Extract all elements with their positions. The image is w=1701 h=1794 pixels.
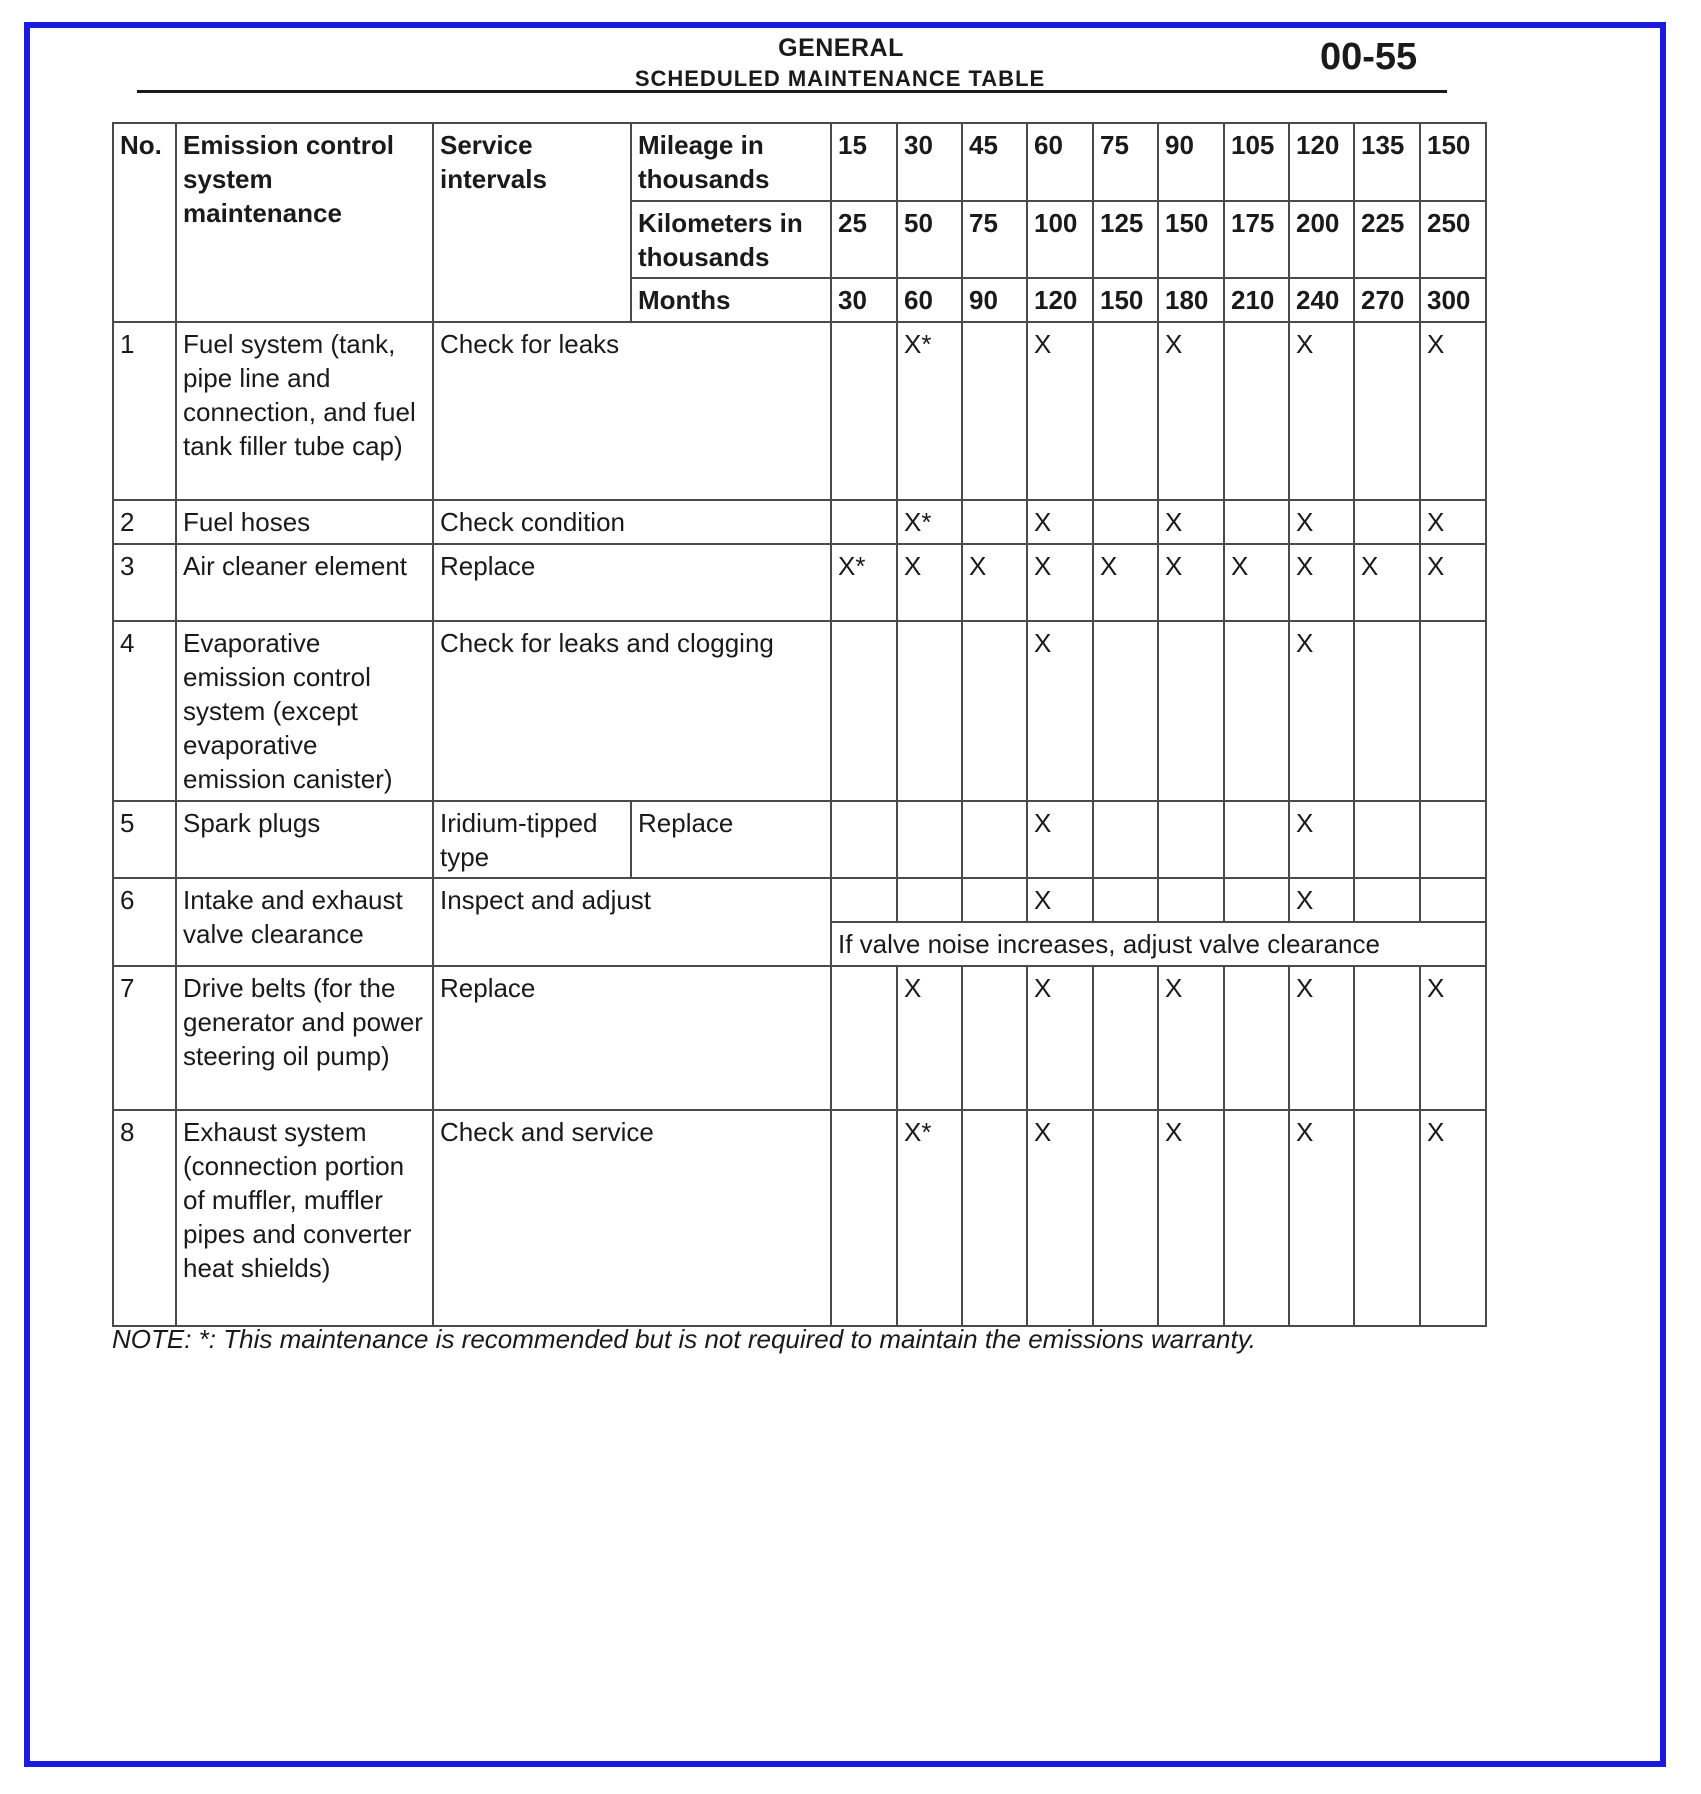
- header-months-label: Months: [631, 278, 831, 322]
- row-item: Air cleaner element: [176, 544, 433, 621]
- interval-mark: [1158, 878, 1224, 922]
- interval-mark: X: [1289, 966, 1354, 1110]
- table-row: [113, 966, 1486, 1110]
- interval-mark: X: [1093, 544, 1158, 621]
- interval-mark: X: [1289, 322, 1354, 500]
- header-kilometers-value: 200: [1289, 201, 1354, 278]
- row-service: Replace: [433, 966, 831, 1110]
- interval-mark: [897, 801, 962, 878]
- table-row: [113, 621, 1486, 801]
- row-item: Evaporative emission control system (except evaporative emission canister): [176, 621, 433, 801]
- row-number: 2: [113, 500, 176, 544]
- row-service: Check condition: [433, 500, 831, 544]
- header-no: No.: [113, 123, 176, 322]
- header-months-value: 210: [1224, 278, 1289, 322]
- interval-mark: [962, 966, 1027, 1110]
- interval-mark: [897, 878, 962, 922]
- interval-mark: [962, 322, 1027, 500]
- interval-mark: X: [1420, 544, 1486, 621]
- interval-mark: [1158, 801, 1224, 878]
- interval-mark: [1093, 1110, 1158, 1326]
- header-months-value: 270: [1354, 278, 1420, 322]
- interval-mark: [1093, 801, 1158, 878]
- row-number: 5: [113, 801, 176, 878]
- header-months-value: 90: [962, 278, 1027, 322]
- row-service: Inspect and adjust: [433, 878, 831, 966]
- row-item: Exhaust system (connection portion of muffler, muffler pipes and converter heat shields): [176, 1110, 433, 1326]
- header-months-value: 30: [831, 278, 897, 322]
- row-number: 8: [113, 1110, 176, 1326]
- interval-mark: [1224, 801, 1289, 878]
- header-service: Service intervals: [433, 123, 631, 322]
- row-item: Fuel hoses: [176, 500, 433, 544]
- interval-mark: [831, 878, 897, 922]
- interval-mark: [1354, 878, 1420, 922]
- interval-mark: X: [1289, 500, 1354, 544]
- interval-mark: [1158, 621, 1224, 801]
- interval-mark: X: [1354, 544, 1420, 621]
- interval-mark: [1093, 322, 1158, 500]
- interval-mark: [897, 621, 962, 801]
- row-service: Check for leaks: [433, 322, 831, 500]
- header-months-value: 120: [1027, 278, 1093, 322]
- header-mileage-value: 105: [1224, 123, 1289, 201]
- row-service: Replace: [631, 801, 831, 878]
- row-item: Spark plugs: [176, 801, 433, 878]
- interval-mark: X: [1420, 322, 1486, 500]
- row-service-type: Iridium-tipped type: [433, 801, 631, 878]
- header-mileage-value: 150: [1420, 123, 1486, 201]
- header-kilometers-value: 25: [831, 201, 897, 278]
- table-row: [113, 878, 1486, 922]
- header-mileage-label: Mileage in thousands: [631, 123, 831, 201]
- interval-mark: [1224, 621, 1289, 801]
- header-months-value: 150: [1093, 278, 1158, 322]
- interval-mark: [1093, 878, 1158, 922]
- interval-mark: [1354, 1110, 1420, 1326]
- row-note: If valve noise increases, adjust valve clearance: [831, 922, 1486, 966]
- interval-mark: X: [1027, 878, 1093, 922]
- interval-mark: X: [1420, 500, 1486, 544]
- interval-mark: X: [1420, 1110, 1486, 1326]
- header-kilometers-value: 250: [1420, 201, 1486, 278]
- interval-mark: X: [1027, 500, 1093, 544]
- header-mileage-value: 60: [1027, 123, 1093, 201]
- header-kilometers-value: 225: [1354, 201, 1420, 278]
- header-kilometers-value: 175: [1224, 201, 1289, 278]
- header-item: Emission control system maintenance: [176, 123, 433, 322]
- header-mileage-value: 30: [897, 123, 962, 201]
- interval-mark: X: [1224, 544, 1289, 621]
- interval-mark: X: [1289, 621, 1354, 801]
- header-kilometers-value: 75: [962, 201, 1027, 278]
- header-mileage-value: 15: [831, 123, 897, 201]
- header-km-label: Kilometers in thousands: [631, 201, 831, 278]
- interval-mark: X: [1289, 801, 1354, 878]
- interval-mark: [1224, 500, 1289, 544]
- header-kilometers-value: 100: [1027, 201, 1093, 278]
- header-kilometers-value: 150: [1158, 201, 1224, 278]
- interval-mark: [962, 878, 1027, 922]
- interval-mark: X: [1289, 544, 1354, 621]
- row-item: Intake and exhaust valve clearance: [176, 878, 433, 966]
- interval-mark: [1354, 500, 1420, 544]
- row-number: 4: [113, 621, 176, 801]
- interval-mark: [962, 500, 1027, 544]
- interval-mark: [831, 621, 897, 801]
- interval-mark: X: [1158, 500, 1224, 544]
- interval-mark: [1093, 500, 1158, 544]
- interval-mark: [831, 322, 897, 500]
- interval-mark: X: [1158, 544, 1224, 621]
- interval-mark: X: [897, 544, 962, 621]
- interval-mark: [1354, 801, 1420, 878]
- interval-mark: [1354, 322, 1420, 500]
- row-service: Check and service: [433, 1110, 831, 1326]
- interval-mark: X: [1420, 966, 1486, 1110]
- row-number: 1: [113, 322, 176, 500]
- row-number: 3: [113, 544, 176, 621]
- interval-mark: [962, 801, 1027, 878]
- row-number: 7: [113, 966, 176, 1110]
- row-service: Replace: [433, 544, 831, 621]
- header-mileage-value: 90: [1158, 123, 1224, 201]
- header-mileage-value: 75: [1093, 123, 1158, 201]
- row-service: Check for leaks and clogging: [433, 621, 831, 801]
- section-title: GENERAL: [778, 34, 904, 62]
- footnote: NOTE: *: This maintenance is recommended but is not required to maintain the emissions warranty.: [112, 1324, 1257, 1354]
- interval-mark: [962, 621, 1027, 801]
- interval-mark: [1420, 801, 1486, 878]
- interval-mark: X: [1027, 1110, 1093, 1326]
- table-row: [113, 500, 1486, 544]
- interval-mark: X: [1158, 322, 1224, 500]
- table-row: [113, 801, 1486, 878]
- interval-mark: [1093, 621, 1158, 801]
- header-kilometers-value: 50: [897, 201, 962, 278]
- interval-mark: X: [1027, 322, 1093, 500]
- header-rule: [137, 90, 1447, 93]
- interval-mark: [962, 1110, 1027, 1326]
- interval-mark: X: [897, 966, 962, 1110]
- maintenance-table: [112, 122, 1487, 1327]
- interval-mark: [831, 1110, 897, 1326]
- header-months-value: 300: [1420, 278, 1486, 322]
- interval-mark: X: [1027, 966, 1093, 1110]
- interval-mark: [1420, 621, 1486, 801]
- section-subtitle: SCHEDULED MAINTENANCE TABLE: [634, 66, 1046, 91]
- row-item: Fuel system (tank, pipe line and connection, and fuel tank filler tube cap): [176, 322, 433, 500]
- interval-mark: X: [962, 544, 1027, 621]
- header-row-mileage: [113, 123, 1486, 201]
- interval-mark: [1224, 966, 1289, 1110]
- interval-mark: X: [1027, 801, 1093, 878]
- interval-mark: [831, 966, 897, 1110]
- interval-mark: [831, 801, 897, 878]
- row-item: Drive belts (for the generator and power steering oil pump): [176, 966, 433, 1110]
- interval-mark: [1224, 1110, 1289, 1326]
- interval-mark: X*: [831, 544, 897, 621]
- header-months-value: 60: [897, 278, 962, 322]
- interval-mark: X*: [897, 322, 962, 500]
- interval-mark: X: [1027, 621, 1093, 801]
- header-mileage-value: 45: [962, 123, 1027, 201]
- interval-mark: [831, 500, 897, 544]
- row-number: 6: [113, 878, 176, 966]
- interval-mark: [1224, 322, 1289, 500]
- header-mileage-value: 135: [1354, 123, 1420, 201]
- interval-mark: X: [1158, 1110, 1224, 1326]
- header-months-value: 240: [1289, 278, 1354, 322]
- page-number: 00-55: [1320, 36, 1418, 78]
- interval-mark: [1420, 878, 1486, 922]
- interval-mark: X: [1289, 878, 1354, 922]
- table-row: [113, 322, 1486, 500]
- interval-mark: [1224, 878, 1289, 922]
- header-months-value: 180: [1158, 278, 1224, 322]
- header-kilometers-value: 125: [1093, 201, 1158, 278]
- interval-mark: [1354, 621, 1420, 801]
- header-mileage-value: 120: [1289, 123, 1354, 201]
- interval-mark: X: [1027, 544, 1093, 621]
- interval-mark: X*: [897, 1110, 962, 1326]
- interval-mark: [1093, 966, 1158, 1110]
- table-row: [113, 544, 1486, 621]
- table-row: [113, 1110, 1486, 1326]
- interval-mark: X*: [897, 500, 962, 544]
- interval-mark: X: [1158, 966, 1224, 1110]
- interval-mark: X: [1289, 1110, 1354, 1326]
- interval-mark: [1354, 966, 1420, 1110]
